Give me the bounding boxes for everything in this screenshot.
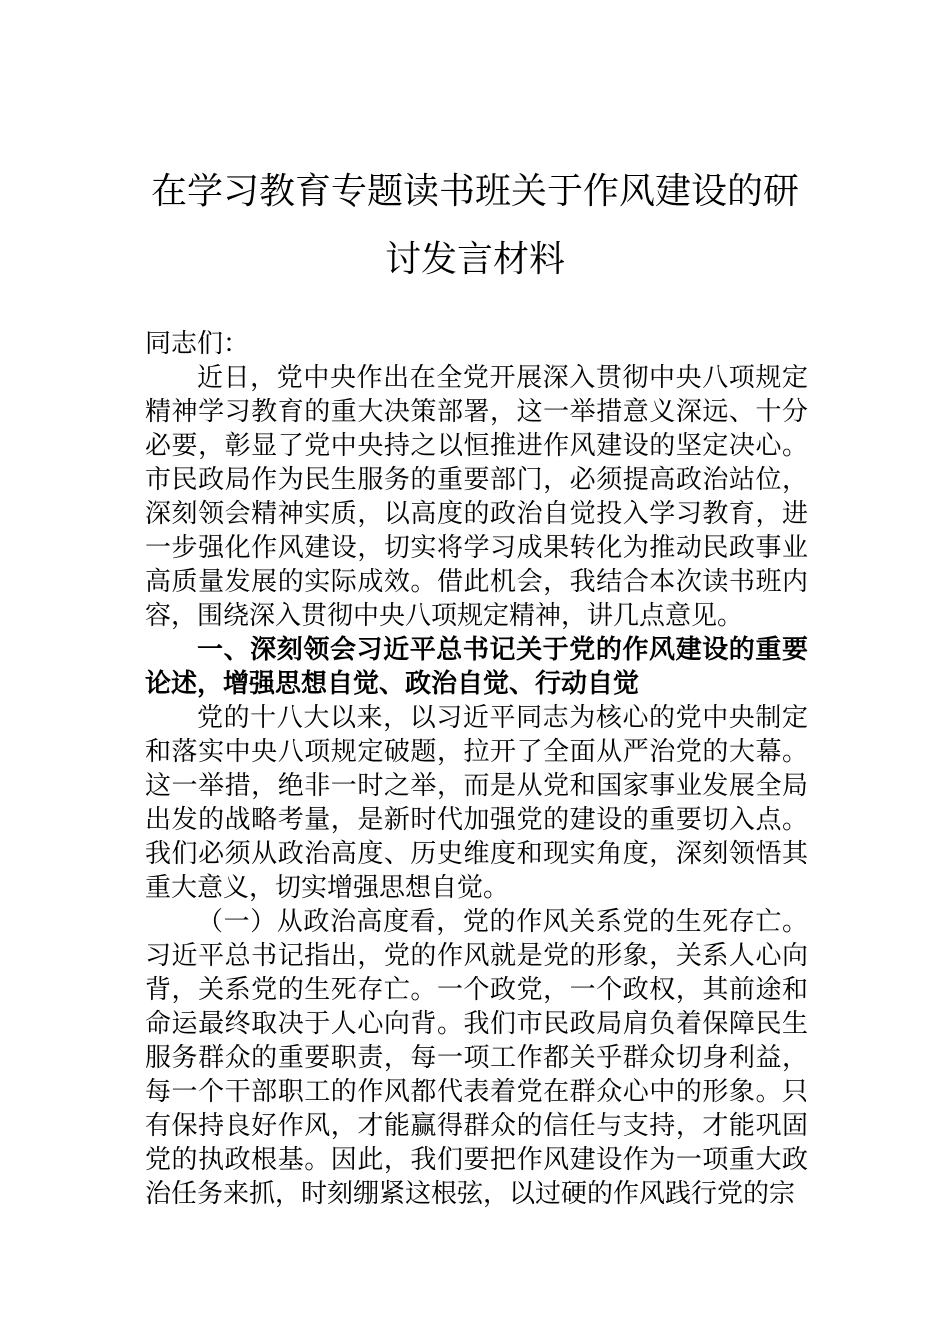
paragraph-intro: 近日，党中央作出在全党开展深入贯彻中央八项规定精神学习教育的重大决策部署，这一举措意义深远、十分必要，彰显了党中央持之以恒推进作风建设的坚定决心。市民政局作为民生服务的重要部门，必须提高政治站位，深刻领会精神实质，以高度的政治自觉投入学习教育，进一步强化作风建设，切实将学习成果转化为推动民政事业高质量发展的实际成效。借此机会，我结合本次读书班内容，围绕深入贯彻中央八项规定精神，讲几点意见。: [145, 363, 808, 631]
paragraph-subsection-1: （一）从政治高度看，党的作风关系党的生死存亡。习近平总书记指出，党的作风就是党的形象，关系人心向背，关系党的生死存亡。一个政党，一个政权，其前途和命运最终取决于人心向背。我们市民政局肩负着保障民生服务群众的重要职责，每一项工作都关乎群众切身利益，每一个干部职工的作风都代表着党在群众心中的形象。只有保持良好作风，才能赢得群众的信任与支持，才能巩固党的执政根基。因此，我们要把作风建设作为一项重大政治任务来抓，时刻绷紧这根弦，以过硬的作风践行党的宗: [145, 907, 808, 1209]
document-title: [100, 158, 850, 294]
paragraph-section-1: 党的十八大以来，以习近平同志为核心的党中央制定和落实中央八项规定破题，拉开了全面从严治党的大幕。这一举措，绝非一时之举，而是从党和国家事业发展全局出发的战略考量，是新时代加强党的建设的重要切入点。我们必须从政治高度、历史维度和现实角度，深刻领悟其重大意义，切实增强思想自觉。: [145, 703, 808, 903]
document-title-line-2: 讨发言材料: [384, 239, 565, 280]
section-heading-1: 一、深刻领会习近平总书记关于党的作风建设的重要论述，增强思想自觉、政治自觉、行动自觉: [145, 635, 808, 699]
document-title-line-1: 在学习教育专题读书班关于作风建设的研: [150, 171, 799, 212]
salutation: 同志们：: [145, 329, 250, 359]
document-body: [145, 327, 808, 1211]
